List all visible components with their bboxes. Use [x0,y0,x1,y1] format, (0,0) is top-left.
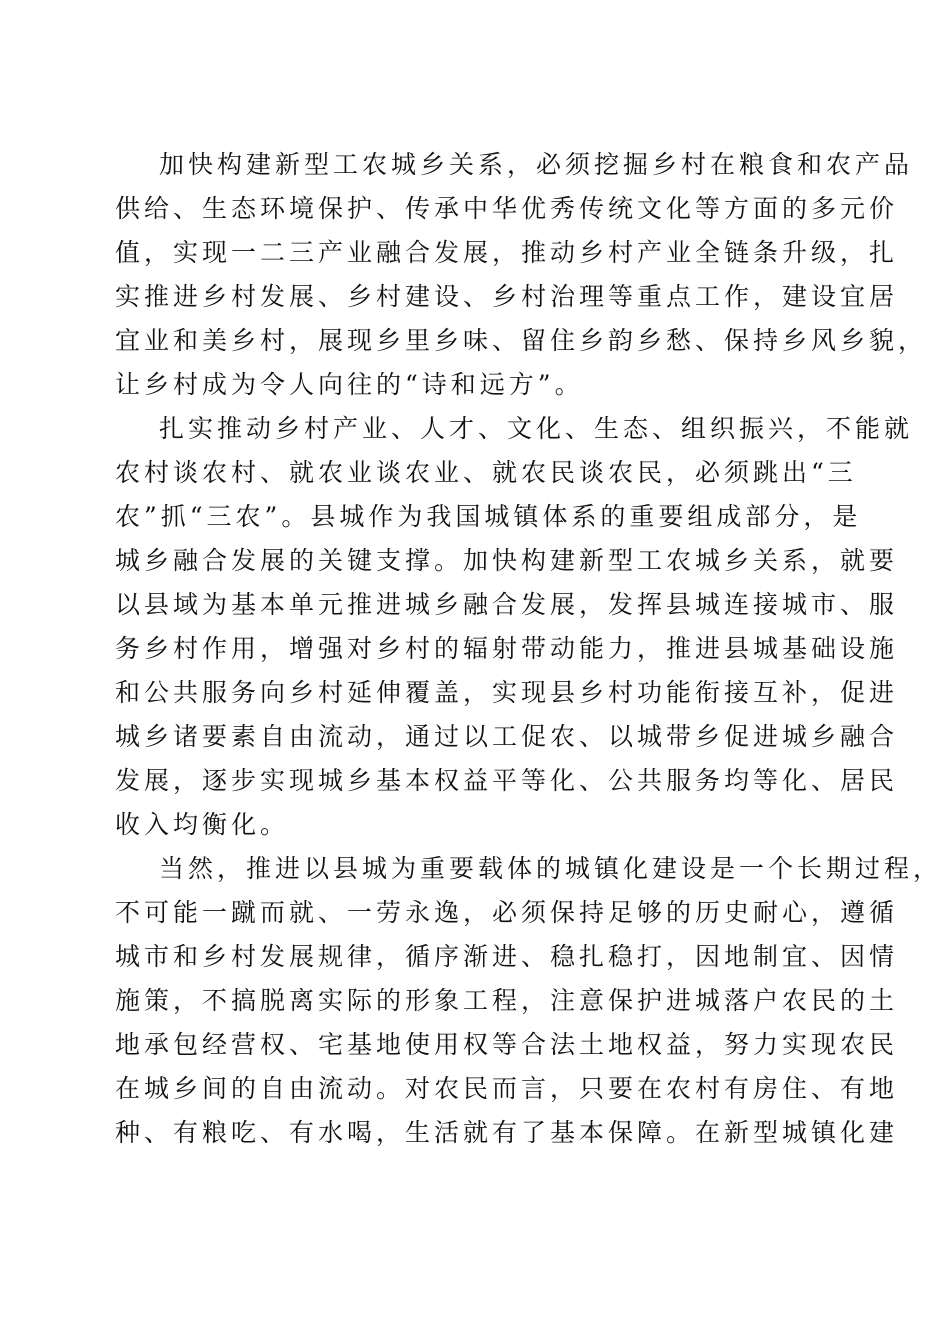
text-line: 和公共服务向乡村延伸覆盖，实现县乡村功能衔接互补，促进 [115,678,899,707]
text-line: 收入均衡化。 [115,810,290,839]
text-line: 供给、生态环境保护、传承中华优秀传统文化等方面的多元价 [115,194,899,223]
text-line: 城乡诸要素自由流动，通过以工促农、以城带乡促进城乡融合 [115,722,899,751]
document-body [115,143,943,1155]
text-line: 扎实推动乡村产业、人才、文化、生态、组织振兴，不能就 [159,414,914,443]
text-line: 种、有粮吃、有水喝，生活就有了基本保障。在新型城镇化建 [115,1118,899,1147]
text-line: 地承包经营权、宅基地使用权等合法土地权益，努力实现农民 [115,1030,899,1059]
text-line: 务乡村作用，增强对乡村的辐射带动能力，推进县城基础设施 [115,634,899,663]
paragraph-3 [115,847,943,1155]
text-line: 实推进乡村发展、乡村建设、乡村治理等重点工作，建设宜居 [115,282,899,311]
text-line: 当然，推进以县城为重要载体的城镇化建设是一个长期过程， [159,854,943,883]
paragraph-2 [115,407,914,847]
text-line: 加快构建新型工农城乡关系，必须挖掘乡村在粮食和农产品 [159,150,914,179]
paragraph-1 [115,143,928,407]
text-line: 城市和乡村发展规律，循序渐进、稳扎稳打，因地制宜、因情 [115,942,899,971]
text-line: 宜业和美乡村，展现乡里乡味、留住乡韵乡愁、保持乡风乡貌， [115,326,928,355]
text-line: 城乡融合发展的关键支撑。加快构建新型工农城乡关系，就要 [115,546,899,575]
text-line: 农”抓“三农”。县城作为我国城镇体系的重要组成部分，是 [115,502,862,531]
text-line: 施策，不搞脱离实际的形象工程，注意保护进城落户农民的土 [115,986,899,1015]
text-line: 不可能一蹴而就、一劳永逸，必须保持足够的历史耐心，遵循 [115,898,899,927]
text-line: 值，实现一二三产业融合发展，推动乡村产业全链条升级，扎 [115,238,899,267]
text-line: 让乡村成为令人向往的“诗和远方”。 [115,370,584,399]
text-line: 在城乡间的自由流动。对农民而言，只要在农村有房住、有地 [115,1074,899,1103]
text-line: 以县域为基本单元推进城乡融合发展，发挥县城连接城市、服 [115,590,899,619]
text-line: 农村谈农村、就农业谈农业、就农民谈农民，必须跳出“三 [115,458,857,487]
text-line: 发展，逐步实现城乡基本权益平等化、公共服务均等化、居民 [115,766,899,795]
